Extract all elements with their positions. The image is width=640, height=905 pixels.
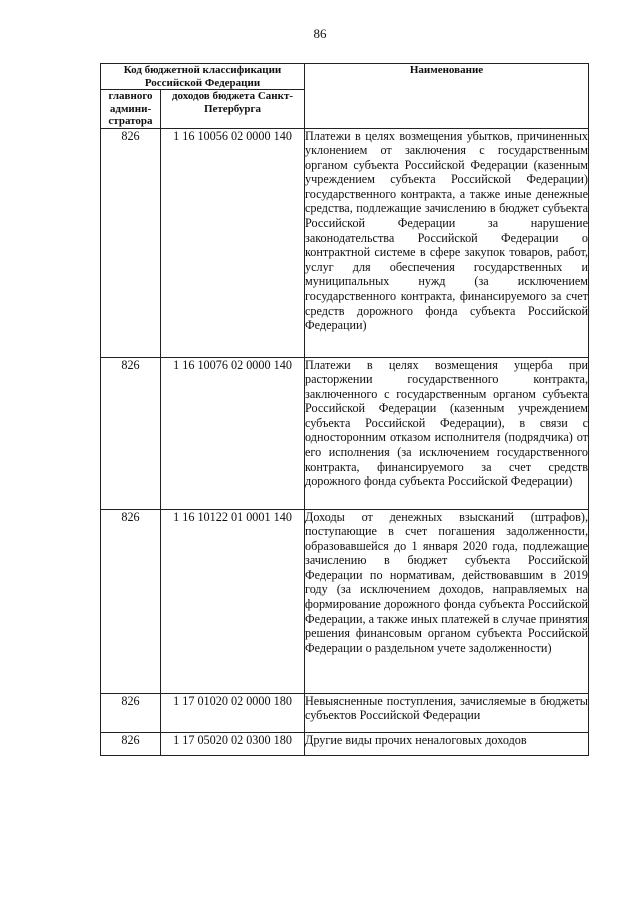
admin-code-cell: 826 bbox=[101, 693, 161, 732]
table-row bbox=[101, 128, 589, 357]
admin-code-cell: 826 bbox=[101, 732, 161, 755]
description-cell bbox=[305, 509, 589, 693]
income-code-cell: 1 16 10122 01 0001 140 bbox=[161, 509, 305, 693]
description-text: Невыясненные поступления, зачисляемые в бюджеты субъектов Российской Федерации bbox=[305, 693, 588, 723]
page-number: 86 bbox=[313, 26, 327, 41]
table-row bbox=[101, 732, 589, 755]
description-text: Платежи в целях возмещения ущерба при расторжении государственного контракта, заключенного с государственным органом субъекта Российской Федерации (казенным учреждением субъекта Российской Федерации), в связи с односторонним отказом исполнителя (подрядчика) от его исполнения (за исключением государственного контракта, финансируемого за счет средств дорожного фонда субъекта Российской Федерации) bbox=[305, 357, 588, 489]
income-code-cell: 1 17 01020 02 0000 180 bbox=[161, 693, 305, 732]
description-cell bbox=[305, 357, 589, 509]
table-row bbox=[101, 693, 589, 732]
description-text: Доходы от денежных взысканий (штрафов), поступающие в счет погашения задолженности, образовавшейся до 1 января 2020 года, подлежащие зачислению в бюджет субъекта Российской Федерации по нормативам, действовавшим в 2019 году (за исключением доходов, направляемых на формирование дорожного фонда субъекта Российской Федерации, а также иных платежей в случае принятия решения финансовым органом субъекта Российской Федерации о раздельном учете задолженности) bbox=[305, 509, 588, 655]
description-cell bbox=[305, 128, 589, 357]
header-name: Наименование bbox=[305, 64, 589, 129]
budget-classification-table bbox=[100, 63, 589, 756]
table-row bbox=[101, 509, 589, 693]
header-budget-classification-code: Код бюджетной классификации Российской Федерации bbox=[101, 64, 305, 90]
income-code-cell: 1 16 10056 02 0000 140 bbox=[161, 128, 305, 357]
header-budget-income: доходов бюджета Санкт-Петербурга bbox=[161, 90, 305, 129]
description-cell bbox=[305, 693, 589, 732]
description-cell bbox=[305, 732, 589, 755]
description-text: Платежи в целях возмещения убытков, причиненных уклонением от заключения с государственным органом субъекта Российской Федерации (казенным учреждением субъекта Российской Федерации) государственного контракта, а также иные денежные средства, подлежащие зачислению в бюджет субъекта Российской Федерации за нарушение законодательства Российской Федерации о контрактной системе в сфере закупок товаров, работ, услуг для обеспечения государственных и муниципальных нужд (за исключением государственного контракта, финансируемого за счет средств дорожного фонда субъекта Российской Федерации) bbox=[305, 128, 588, 333]
admin-code-cell: 826 bbox=[101, 509, 161, 693]
admin-code-cell: 826 bbox=[101, 128, 161, 357]
header-chief-administrator: главного админи-стратора bbox=[101, 90, 161, 129]
income-code-cell: 1 17 05020 02 0300 180 bbox=[161, 732, 305, 755]
admin-code-cell: 826 bbox=[101, 357, 161, 509]
income-code-cell: 1 16 10076 02 0000 140 bbox=[161, 357, 305, 509]
table-row bbox=[101, 357, 589, 509]
description-text: Другие виды прочих неналоговых доходов bbox=[305, 732, 527, 747]
